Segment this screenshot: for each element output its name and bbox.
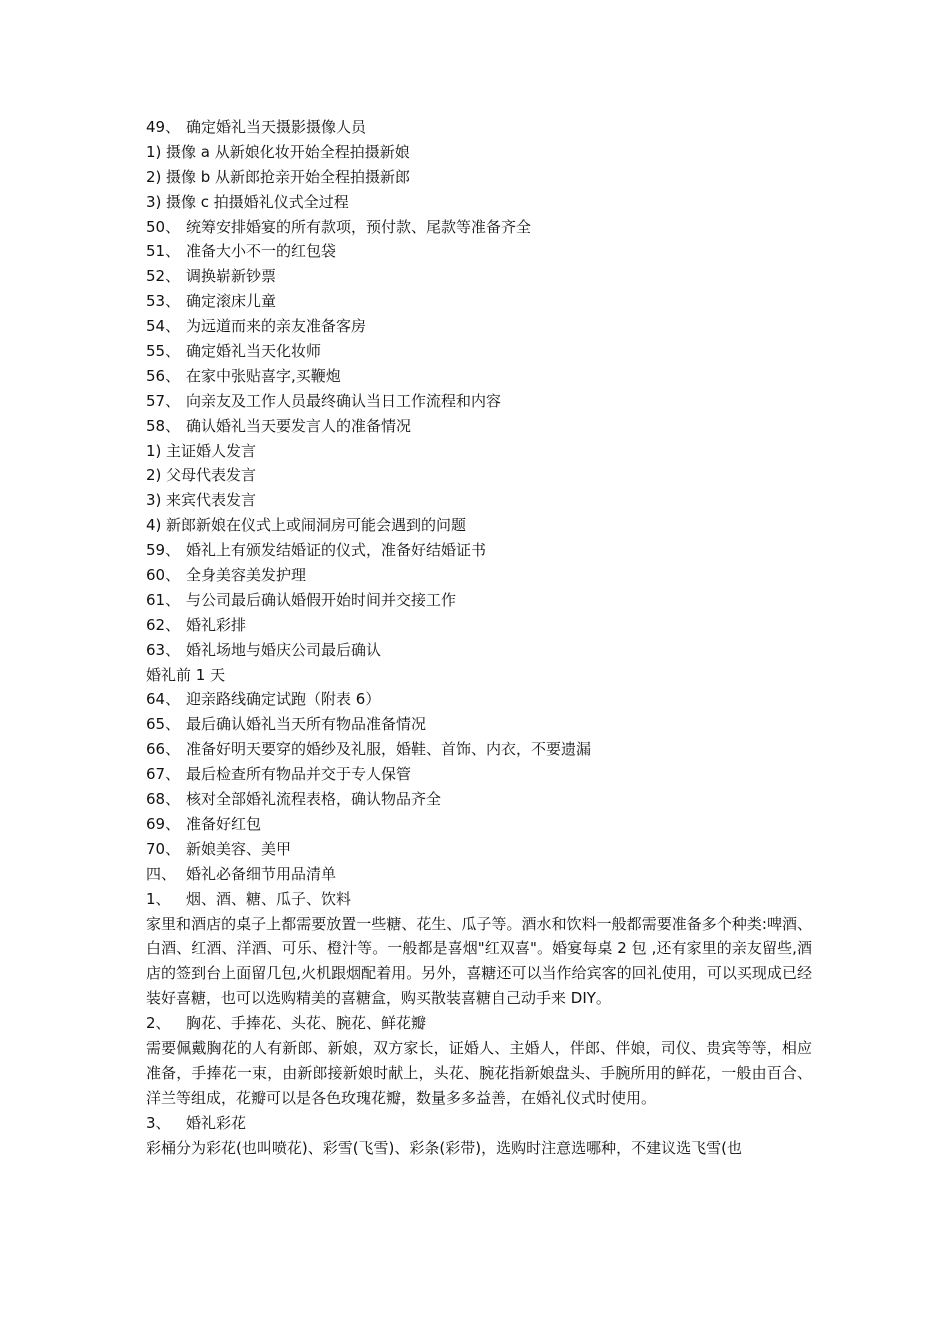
item-number: 1、 — [146, 889, 171, 908]
item-text: 新郎新娘在仪式上或闹洞房可能会遇到的问题 — [166, 516, 467, 535]
item-text: 准备好红包 — [186, 814, 262, 833]
sub-item — [146, 513, 812, 538]
checklist-item — [146, 115, 812, 140]
item-text: 准备大小不一的红包袋 — [186, 242, 337, 261]
item-text: 确定滚床儿童 — [186, 292, 277, 311]
checklist-item — [146, 538, 812, 563]
paragraph-confetti: 彩桶分为彩花(也叫喷花)、彩雪(飞雪)、彩条(彩带)，选购时注意选哪种，不建议选飞雪(也 — [146, 1138, 742, 1157]
item-text: 婚礼上有颁发结婚证的仪式，准备好结婚证书 — [186, 541, 487, 560]
checklist-item — [146, 887, 812, 912]
item-number: 58、 — [146, 416, 181, 435]
item-number: 61、 — [146, 590, 181, 609]
item-number: 69、 — [146, 814, 181, 833]
item-number: 55、 — [146, 342, 181, 361]
item-number: 四、 — [146, 864, 177, 883]
item-number: 1) — [146, 142, 162, 161]
item-text: 向亲友及工作人员最终确认当日工作流程和内容 — [186, 391, 502, 410]
item-text: 统筹安排婚宴的所有款项，预付款、尾款等准备齐全 — [186, 217, 532, 236]
checklist-item — [146, 638, 812, 663]
checklist-item — [146, 837, 812, 862]
item-text: 准备好明天要穿的婚纱及礼服，婚鞋、首饰、内衣，不要遗漏 — [186, 740, 592, 759]
item-text: 烟、酒、糖、瓜子、饮料 — [186, 889, 352, 908]
checklist-item — [146, 687, 812, 712]
item-text: 主证婚人发言 — [166, 441, 257, 460]
item-text: 婚礼前 1 天 — [146, 665, 226, 684]
checklist-item — [146, 762, 812, 787]
item-number: 56、 — [146, 366, 181, 385]
item-number: 65、 — [146, 715, 181, 734]
checklist-item — [146, 389, 812, 414]
item-number: 54、 — [146, 317, 181, 336]
paragraph-snacks-drinks: 家里和酒店的桌子上都需要放置一些糖、花生、瓜子等。酒水和饮料一般都需要准备多个种类:啤酒、白酒、红酒、洋酒、可乐、橙汁等。一般都是喜烟"红双喜"。婚宴每桌 2 包 ,还有家里的亲友留些,酒店的签到台上面留几包,火机跟烟配着用。另外，喜糖还可以当作给宾客的回礼使用，可以买现成已经装好喜糖，也可以选购精美的喜糖盒，购买散装喜糖自己动手来 DIY。 — [146, 914, 812, 1008]
item-text: 摄像 b 从新郎抢亲开始全程拍摄新郎 — [166, 167, 411, 186]
checklist-item — [146, 239, 812, 264]
sub-item — [146, 190, 812, 215]
heading-text: 婚礼彩花 — [186, 1113, 247, 1132]
item-text: 父母代表发言 — [166, 466, 257, 485]
sub-item — [146, 463, 812, 488]
checklist-item — [146, 414, 812, 439]
sub-item — [146, 140, 812, 165]
checklist-item — [146, 364, 812, 389]
checklist — [146, 115, 812, 912]
item-text: 婚礼必备细节用品清单 — [186, 864, 337, 883]
checklist-item — [146, 264, 812, 289]
item-text: 婚礼彩排 — [186, 615, 247, 634]
item-text: 来宾代表发言 — [166, 491, 257, 510]
paragraph-flowers: 需要佩戴胸花的人有新郎、新娘，双方家长，证婚人、主婚人，伴郎、伴娘，司仪、贵宾等等，相应准备，手捧花一束，由新郎接新娘时献上，头花、腕花指新娘盘头、手腕所用的鲜花，一般由百合、洋兰等组成，花瓣可以是各色玫瑰花瓣，数量多多益善，在婚礼仪式时使用。 — [146, 1039, 812, 1107]
item-text: 最后检查所有物品并交于专人保管 — [186, 765, 412, 784]
item-text: 新娘美容、美甲 — [186, 839, 292, 858]
item-text: 确认婚礼当天要发言人的准备情况 — [186, 416, 412, 435]
document-page — [146, 115, 812, 1161]
item-number: 67、 — [146, 765, 181, 784]
item-text: 确定婚礼当天化妆师 — [186, 342, 322, 361]
heading-number: 3、 — [146, 1113, 171, 1132]
item-number: 63、 — [146, 640, 181, 659]
item-number: 60、 — [146, 566, 181, 585]
item-text: 摄像 c 拍摄婚礼仪式全过程 — [166, 192, 349, 211]
sub-item — [146, 439, 812, 464]
item-text: 核对全部婚礼流程表格，确认物品齐全 — [186, 790, 442, 809]
item-text: 调换崭新钞票 — [186, 267, 277, 286]
item-number: 4) — [146, 516, 162, 535]
item-text: 在家中张贴喜字,买鞭炮 — [186, 366, 341, 385]
item-text: 婚礼场地与婚庆公司最后确认 — [186, 640, 382, 659]
checklist-item — [146, 812, 812, 837]
heading-confetti — [146, 1111, 812, 1136]
item-number: 2) — [146, 167, 162, 186]
item-number: 53、 — [146, 292, 181, 311]
checklist-item — [146, 215, 812, 240]
checklist-item — [146, 339, 812, 364]
heading-number: 2、 — [146, 1014, 171, 1033]
checklist-item — [146, 737, 812, 762]
checklist-item — [146, 289, 812, 314]
item-number: 62、 — [146, 615, 181, 634]
checklist-item — [146, 862, 812, 887]
item-text: 为远道而来的亲友准备客房 — [186, 317, 367, 336]
item-number: 59、 — [146, 541, 181, 560]
item-number: 49、 — [146, 118, 181, 136]
checklist-item — [146, 787, 812, 812]
checklist-item — [146, 563, 812, 588]
item-text: 确定婚礼当天摄影摄像人员 — [186, 118, 367, 136]
sub-item — [146, 165, 812, 190]
checklist-item — [146, 712, 812, 737]
item-text: 全身美容美发护理 — [186, 566, 307, 585]
checklist-item — [146, 613, 812, 638]
item-number: 3) — [146, 192, 162, 211]
checklist-item — [146, 588, 812, 613]
section-label — [146, 663, 812, 688]
checklist-item — [146, 314, 812, 339]
item-number: 2) — [146, 466, 162, 485]
item-text: 摄像 a 从新娘化妆开始全程拍摄新娘 — [166, 142, 410, 161]
item-text: 迎亲路线确定试跑（附表 6） — [186, 690, 381, 709]
sub-item — [146, 488, 812, 513]
item-number: 50、 — [146, 217, 181, 236]
item-number: 64、 — [146, 690, 181, 709]
item-number: 70、 — [146, 839, 181, 858]
item-number: 68、 — [146, 790, 181, 809]
item-number: 66、 — [146, 740, 181, 759]
item-number: 52、 — [146, 267, 181, 286]
heading-flowers — [146, 1011, 812, 1036]
item-text: 与公司最后确认婚假开始时间并交接工作 — [186, 590, 457, 609]
item-number: 51、 — [146, 242, 181, 261]
item-text: 最后确认婚礼当天所有物品准备情况 — [186, 715, 427, 734]
heading-text: 胸花、手捧花、头花、腕花、鲜花瓣 — [186, 1014, 427, 1033]
item-number: 1) — [146, 441, 162, 460]
item-number: 3) — [146, 491, 162, 510]
item-number: 57、 — [146, 391, 181, 410]
